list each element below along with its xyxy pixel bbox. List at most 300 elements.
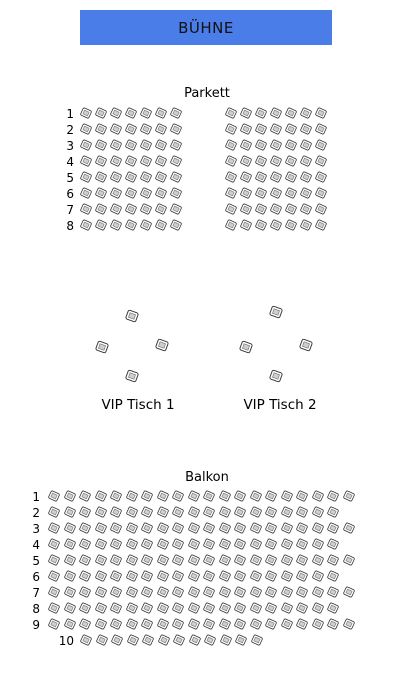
- parkett-seat[interactable]: [155, 171, 167, 183]
- parkett-seat[interactable]: [110, 139, 122, 151]
- balkon-seat[interactable]: [157, 522, 169, 534]
- parkett-seat[interactable]: [95, 219, 107, 231]
- balkon-seat[interactable]: [312, 602, 324, 614]
- parkett-seat[interactable]: [125, 139, 137, 151]
- balkon-seat[interactable]: [219, 618, 231, 630]
- balkon-seat[interactable]: [141, 490, 153, 502]
- parkett-seat[interactable]: [300, 139, 312, 151]
- parkett-seat[interactable]: [80, 171, 92, 183]
- balkon-seat[interactable]: [296, 522, 308, 534]
- balkon-seat[interactable]: [64, 506, 76, 518]
- balkon-seat[interactable]: [296, 586, 308, 598]
- balkon-seat[interactable]: [172, 490, 184, 502]
- balkon-seat[interactable]: [188, 490, 200, 502]
- balkon-seat[interactable]: [110, 490, 122, 502]
- balkon-seat[interactable]: [281, 506, 293, 518]
- balkon-seat[interactable]: [110, 586, 122, 598]
- balkon-seat[interactable]: [79, 586, 91, 598]
- balkon-seat[interactable]: [95, 602, 107, 614]
- vip-seat[interactable]: [125, 369, 139, 383]
- balkon-seat[interactable]: [48, 618, 60, 630]
- balkon-seat[interactable]: [141, 586, 153, 598]
- balkon-seat[interactable]: [157, 506, 169, 518]
- balkon-seat[interactable]: [296, 554, 308, 566]
- balkon-seat[interactable]: [204, 634, 216, 646]
- parkett-seat[interactable]: [80, 123, 92, 135]
- balkon-seat[interactable]: [234, 602, 246, 614]
- parkett-seat[interactable]: [270, 123, 282, 135]
- parkett-seat[interactable]: [110, 219, 122, 231]
- balkon-seat[interactable]: [343, 554, 355, 566]
- parkett-seat[interactable]: [240, 187, 252, 199]
- balkon-seat[interactable]: [296, 602, 308, 614]
- parkett-seat[interactable]: [315, 107, 327, 119]
- balkon-seat[interactable]: [219, 570, 231, 582]
- balkon-seat[interactable]: [250, 618, 262, 630]
- balkon-seat[interactable]: [48, 586, 60, 598]
- parkett-seat[interactable]: [315, 171, 327, 183]
- balkon-seat[interactable]: [79, 554, 91, 566]
- balkon-seat[interactable]: [111, 634, 123, 646]
- balkon-seat[interactable]: [95, 538, 107, 550]
- parkett-seat[interactable]: [240, 219, 252, 231]
- balkon-seat[interactable]: [234, 618, 246, 630]
- parkett-seat[interactable]: [140, 155, 152, 167]
- balkon-seat[interactable]: [110, 602, 122, 614]
- parkett-seat[interactable]: [155, 139, 167, 151]
- balkon-seat[interactable]: [79, 538, 91, 550]
- parkett-seat[interactable]: [285, 203, 297, 215]
- balkon-seat[interactable]: [312, 618, 324, 630]
- balkon-seat[interactable]: [281, 538, 293, 550]
- balkon-seat[interactable]: [219, 506, 231, 518]
- parkett-seat[interactable]: [285, 139, 297, 151]
- balkon-seat[interactable]: [157, 602, 169, 614]
- balkon-seat[interactable]: [126, 586, 138, 598]
- balkon-seat[interactable]: [188, 586, 200, 598]
- parkett-seat[interactable]: [125, 123, 137, 135]
- balkon-seat[interactable]: [157, 586, 169, 598]
- balkon-seat[interactable]: [126, 618, 138, 630]
- balkon-seat[interactable]: [250, 490, 262, 502]
- balkon-seat[interactable]: [173, 634, 185, 646]
- balkon-seat[interactable]: [79, 506, 91, 518]
- balkon-seat[interactable]: [327, 586, 339, 598]
- balkon-seat[interactable]: [141, 506, 153, 518]
- parkett-seat[interactable]: [95, 107, 107, 119]
- parkett-seat[interactable]: [140, 123, 152, 135]
- parkett-seat[interactable]: [155, 203, 167, 215]
- balkon-seat[interactable]: [219, 538, 231, 550]
- vip-seat[interactable]: [299, 338, 313, 352]
- balkon-seat[interactable]: [110, 570, 122, 582]
- balkon-seat[interactable]: [343, 522, 355, 534]
- balkon-seat[interactable]: [95, 570, 107, 582]
- balkon-seat[interactable]: [95, 586, 107, 598]
- vip-seat[interactable]: [269, 369, 283, 383]
- balkon-seat[interactable]: [79, 490, 91, 502]
- parkett-seat[interactable]: [285, 123, 297, 135]
- balkon-seat[interactable]: [327, 618, 339, 630]
- parkett-seat[interactable]: [255, 203, 267, 215]
- parkett-seat[interactable]: [255, 155, 267, 167]
- balkon-seat[interactable]: [157, 554, 169, 566]
- parkett-seat[interactable]: [110, 107, 122, 119]
- balkon-seat[interactable]: [188, 570, 200, 582]
- balkon-seat[interactable]: [203, 618, 215, 630]
- parkett-seat[interactable]: [80, 203, 92, 215]
- parkett-seat[interactable]: [80, 139, 92, 151]
- parkett-seat[interactable]: [285, 187, 297, 199]
- parkett-seat[interactable]: [225, 155, 237, 167]
- balkon-seat[interactable]: [265, 522, 277, 534]
- parkett-seat[interactable]: [80, 107, 92, 119]
- parkett-seat[interactable]: [300, 107, 312, 119]
- parkett-seat[interactable]: [270, 155, 282, 167]
- balkon-seat[interactable]: [296, 618, 308, 630]
- parkett-seat[interactable]: [315, 187, 327, 199]
- vip-seat[interactable]: [155, 338, 169, 352]
- balkon-seat[interactable]: [203, 506, 215, 518]
- balkon-seat[interactable]: [48, 570, 60, 582]
- balkon-seat[interactable]: [312, 522, 324, 534]
- parkett-seat[interactable]: [170, 123, 182, 135]
- balkon-seat[interactable]: [110, 506, 122, 518]
- balkon-seat[interactable]: [64, 554, 76, 566]
- balkon-seat[interactable]: [110, 522, 122, 534]
- parkett-seat[interactable]: [170, 139, 182, 151]
- parkett-seat[interactable]: [270, 219, 282, 231]
- balkon-seat[interactable]: [126, 570, 138, 582]
- balkon-seat[interactable]: [296, 490, 308, 502]
- balkon-seat[interactable]: [296, 506, 308, 518]
- balkon-seat[interactable]: [327, 490, 339, 502]
- parkett-seat[interactable]: [95, 203, 107, 215]
- parkett-seat[interactable]: [80, 187, 92, 199]
- parkett-seat[interactable]: [80, 219, 92, 231]
- balkon-seat[interactable]: [95, 618, 107, 630]
- parkett-seat[interactable]: [255, 219, 267, 231]
- balkon-seat[interactable]: [265, 602, 277, 614]
- parkett-seat[interactable]: [95, 155, 107, 167]
- balkon-seat[interactable]: [250, 570, 262, 582]
- parkett-seat[interactable]: [155, 219, 167, 231]
- balkon-seat[interactable]: [203, 554, 215, 566]
- balkon-seat[interactable]: [234, 538, 246, 550]
- parkett-seat[interactable]: [95, 139, 107, 151]
- balkon-seat[interactable]: [141, 570, 153, 582]
- balkon-seat[interactable]: [79, 602, 91, 614]
- balkon-seat[interactable]: [127, 634, 139, 646]
- parkett-seat[interactable]: [110, 171, 122, 183]
- balkon-seat[interactable]: [48, 522, 60, 534]
- balkon-seat[interactable]: [110, 538, 122, 550]
- parkett-seat[interactable]: [315, 139, 327, 151]
- parkett-seat[interactable]: [80, 155, 92, 167]
- balkon-seat[interactable]: [126, 538, 138, 550]
- parkett-seat[interactable]: [270, 171, 282, 183]
- balkon-seat[interactable]: [172, 538, 184, 550]
- parkett-seat[interactable]: [300, 171, 312, 183]
- balkon-seat[interactable]: [110, 554, 122, 566]
- balkon-seat[interactable]: [203, 602, 215, 614]
- balkon-seat[interactable]: [172, 618, 184, 630]
- balkon-seat[interactable]: [64, 522, 76, 534]
- parkett-seat[interactable]: [285, 219, 297, 231]
- balkon-seat[interactable]: [157, 538, 169, 550]
- parkett-seat[interactable]: [315, 155, 327, 167]
- balkon-seat[interactable]: [265, 618, 277, 630]
- balkon-seat[interactable]: [312, 586, 324, 598]
- balkon-seat[interactable]: [79, 522, 91, 534]
- balkon-seat[interactable]: [265, 554, 277, 566]
- balkon-seat[interactable]: [126, 522, 138, 534]
- parkett-seat[interactable]: [300, 219, 312, 231]
- parkett-seat[interactable]: [225, 123, 237, 135]
- balkon-seat[interactable]: [219, 522, 231, 534]
- balkon-seat[interactable]: [203, 522, 215, 534]
- balkon-seat[interactable]: [95, 506, 107, 518]
- parkett-seat[interactable]: [315, 123, 327, 135]
- balkon-seat[interactable]: [250, 538, 262, 550]
- parkett-seat[interactable]: [225, 139, 237, 151]
- balkon-seat[interactable]: [126, 554, 138, 566]
- balkon-seat[interactable]: [281, 586, 293, 598]
- parkett-seat[interactable]: [255, 139, 267, 151]
- vip-seat[interactable]: [95, 340, 109, 354]
- balkon-seat[interactable]: [157, 618, 169, 630]
- balkon-seat[interactable]: [312, 570, 324, 582]
- balkon-seat[interactable]: [312, 538, 324, 550]
- balkon-seat[interactable]: [188, 554, 200, 566]
- parkett-seat[interactable]: [155, 155, 167, 167]
- parkett-seat[interactable]: [225, 171, 237, 183]
- balkon-seat[interactable]: [281, 554, 293, 566]
- balkon-seat[interactable]: [203, 538, 215, 550]
- parkett-seat[interactable]: [125, 187, 137, 199]
- parkett-seat[interactable]: [110, 123, 122, 135]
- balkon-seat[interactable]: [172, 506, 184, 518]
- parkett-seat[interactable]: [300, 123, 312, 135]
- balkon-seat[interactable]: [79, 570, 91, 582]
- balkon-seat[interactable]: [48, 602, 60, 614]
- balkon-seat[interactable]: [296, 570, 308, 582]
- balkon-seat[interactable]: [64, 586, 76, 598]
- balkon-seat[interactable]: [188, 538, 200, 550]
- balkon-seat[interactable]: [79, 618, 91, 630]
- balkon-seat[interactable]: [64, 490, 76, 502]
- balkon-seat[interactable]: [343, 586, 355, 598]
- balkon-seat[interactable]: [48, 554, 60, 566]
- balkon-seat[interactable]: [126, 602, 138, 614]
- parkett-seat[interactable]: [225, 203, 237, 215]
- balkon-seat[interactable]: [188, 522, 200, 534]
- parkett-seat[interactable]: [270, 107, 282, 119]
- parkett-seat[interactable]: [170, 107, 182, 119]
- balkon-seat[interactable]: [172, 602, 184, 614]
- parkett-seat[interactable]: [270, 139, 282, 151]
- parkett-seat[interactable]: [225, 187, 237, 199]
- parkett-seat[interactable]: [285, 155, 297, 167]
- balkon-seat[interactable]: [203, 490, 215, 502]
- parkett-seat[interactable]: [125, 171, 137, 183]
- parkett-seat[interactable]: [255, 187, 267, 199]
- balkon-seat[interactable]: [265, 538, 277, 550]
- balkon-seat[interactable]: [126, 490, 138, 502]
- parkett-seat[interactable]: [300, 203, 312, 215]
- balkon-seat[interactable]: [219, 554, 231, 566]
- balkon-seat[interactable]: [250, 586, 262, 598]
- balkon-seat[interactable]: [172, 586, 184, 598]
- parkett-seat[interactable]: [95, 187, 107, 199]
- balkon-seat[interactable]: [234, 554, 246, 566]
- parkett-seat[interactable]: [300, 155, 312, 167]
- balkon-seat[interactable]: [64, 618, 76, 630]
- balkon-seat[interactable]: [64, 538, 76, 550]
- parkett-seat[interactable]: [155, 187, 167, 199]
- parkett-seat[interactable]: [140, 139, 152, 151]
- parkett-seat[interactable]: [170, 219, 182, 231]
- vip-seat[interactable]: [269, 305, 283, 319]
- parkett-seat[interactable]: [155, 107, 167, 119]
- parkett-seat[interactable]: [95, 123, 107, 135]
- parkett-seat[interactable]: [240, 139, 252, 151]
- balkon-seat[interactable]: [219, 602, 231, 614]
- balkon-seat[interactable]: [203, 570, 215, 582]
- parkett-seat[interactable]: [285, 171, 297, 183]
- balkon-seat[interactable]: [48, 490, 60, 502]
- balkon-seat[interactable]: [343, 618, 355, 630]
- balkon-seat[interactable]: [172, 522, 184, 534]
- balkon-seat[interactable]: [265, 586, 277, 598]
- parkett-seat[interactable]: [140, 171, 152, 183]
- balkon-seat[interactable]: [250, 554, 262, 566]
- parkett-seat[interactable]: [255, 171, 267, 183]
- balkon-seat[interactable]: [172, 554, 184, 566]
- parkett-seat[interactable]: [110, 187, 122, 199]
- parkett-seat[interactable]: [140, 187, 152, 199]
- balkon-seat[interactable]: [250, 506, 262, 518]
- parkett-seat[interactable]: [315, 219, 327, 231]
- parkett-seat[interactable]: [285, 107, 297, 119]
- parkett-seat[interactable]: [270, 203, 282, 215]
- balkon-seat[interactable]: [64, 570, 76, 582]
- parkett-seat[interactable]: [110, 155, 122, 167]
- parkett-seat[interactable]: [140, 219, 152, 231]
- balkon-seat[interactable]: [312, 554, 324, 566]
- parkett-seat[interactable]: [255, 107, 267, 119]
- balkon-seat[interactable]: [265, 490, 277, 502]
- vip-seat[interactable]: [125, 309, 139, 323]
- balkon-seat[interactable]: [327, 570, 339, 582]
- balkon-seat[interactable]: [235, 634, 247, 646]
- balkon-seat[interactable]: [250, 522, 262, 534]
- balkon-seat[interactable]: [219, 490, 231, 502]
- balkon-seat[interactable]: [172, 570, 184, 582]
- balkon-seat[interactable]: [234, 506, 246, 518]
- balkon-seat[interactable]: [327, 602, 339, 614]
- parkett-seat[interactable]: [240, 171, 252, 183]
- parkett-seat[interactable]: [225, 219, 237, 231]
- balkon-seat[interactable]: [343, 490, 355, 502]
- parkett-seat[interactable]: [140, 107, 152, 119]
- parkett-seat[interactable]: [125, 155, 137, 167]
- balkon-seat[interactable]: [157, 490, 169, 502]
- balkon-seat[interactable]: [327, 538, 339, 550]
- parkett-seat[interactable]: [125, 107, 137, 119]
- balkon-seat[interactable]: [251, 634, 263, 646]
- balkon-seat[interactable]: [281, 570, 293, 582]
- balkon-seat[interactable]: [48, 506, 60, 518]
- balkon-seat[interactable]: [142, 634, 154, 646]
- parkett-seat[interactable]: [255, 123, 267, 135]
- balkon-seat[interactable]: [203, 586, 215, 598]
- parkett-seat[interactable]: [95, 171, 107, 183]
- balkon-seat[interactable]: [265, 506, 277, 518]
- parkett-seat[interactable]: [240, 203, 252, 215]
- balkon-seat[interactable]: [158, 634, 170, 646]
- balkon-seat[interactable]: [281, 602, 293, 614]
- balkon-seat[interactable]: [220, 634, 232, 646]
- parkett-seat[interactable]: [225, 107, 237, 119]
- balkon-seat[interactable]: [219, 586, 231, 598]
- parkett-seat[interactable]: [110, 203, 122, 215]
- parkett-seat[interactable]: [170, 155, 182, 167]
- balkon-seat[interactable]: [250, 602, 262, 614]
- parkett-seat[interactable]: [300, 187, 312, 199]
- parkett-seat[interactable]: [315, 203, 327, 215]
- balkon-seat[interactable]: [141, 522, 153, 534]
- parkett-seat[interactable]: [270, 187, 282, 199]
- balkon-seat[interactable]: [327, 522, 339, 534]
- balkon-seat[interactable]: [189, 634, 201, 646]
- balkon-seat[interactable]: [188, 602, 200, 614]
- balkon-seat[interactable]: [312, 490, 324, 502]
- parkett-seat[interactable]: [240, 155, 252, 167]
- balkon-seat[interactable]: [296, 538, 308, 550]
- balkon-seat[interactable]: [141, 602, 153, 614]
- parkett-seat[interactable]: [170, 187, 182, 199]
- parkett-seat[interactable]: [170, 203, 182, 215]
- balkon-seat[interactable]: [80, 634, 92, 646]
- balkon-seat[interactable]: [141, 538, 153, 550]
- balkon-seat[interactable]: [188, 506, 200, 518]
- balkon-seat[interactable]: [234, 490, 246, 502]
- balkon-seat[interactable]: [95, 522, 107, 534]
- balkon-seat[interactable]: [126, 506, 138, 518]
- balkon-seat[interactable]: [95, 490, 107, 502]
- balkon-seat[interactable]: [95, 554, 107, 566]
- parkett-seat[interactable]: [140, 203, 152, 215]
- balkon-seat[interactable]: [64, 602, 76, 614]
- balkon-seat[interactable]: [281, 522, 293, 534]
- balkon-seat[interactable]: [281, 618, 293, 630]
- balkon-seat[interactable]: [234, 586, 246, 598]
- balkon-seat[interactable]: [141, 618, 153, 630]
- balkon-seat[interactable]: [188, 618, 200, 630]
- parkett-seat[interactable]: [240, 107, 252, 119]
- balkon-seat[interactable]: [327, 554, 339, 566]
- balkon-seat[interactable]: [157, 570, 169, 582]
- balkon-seat[interactable]: [141, 554, 153, 566]
- balkon-seat[interactable]: [234, 522, 246, 534]
- balkon-seat[interactable]: [96, 634, 108, 646]
- parkett-seat[interactable]: [155, 123, 167, 135]
- balkon-seat[interactable]: [265, 570, 277, 582]
- balkon-seat[interactable]: [110, 618, 122, 630]
- parkett-seat[interactable]: [125, 219, 137, 231]
- parkett-seat[interactable]: [170, 171, 182, 183]
